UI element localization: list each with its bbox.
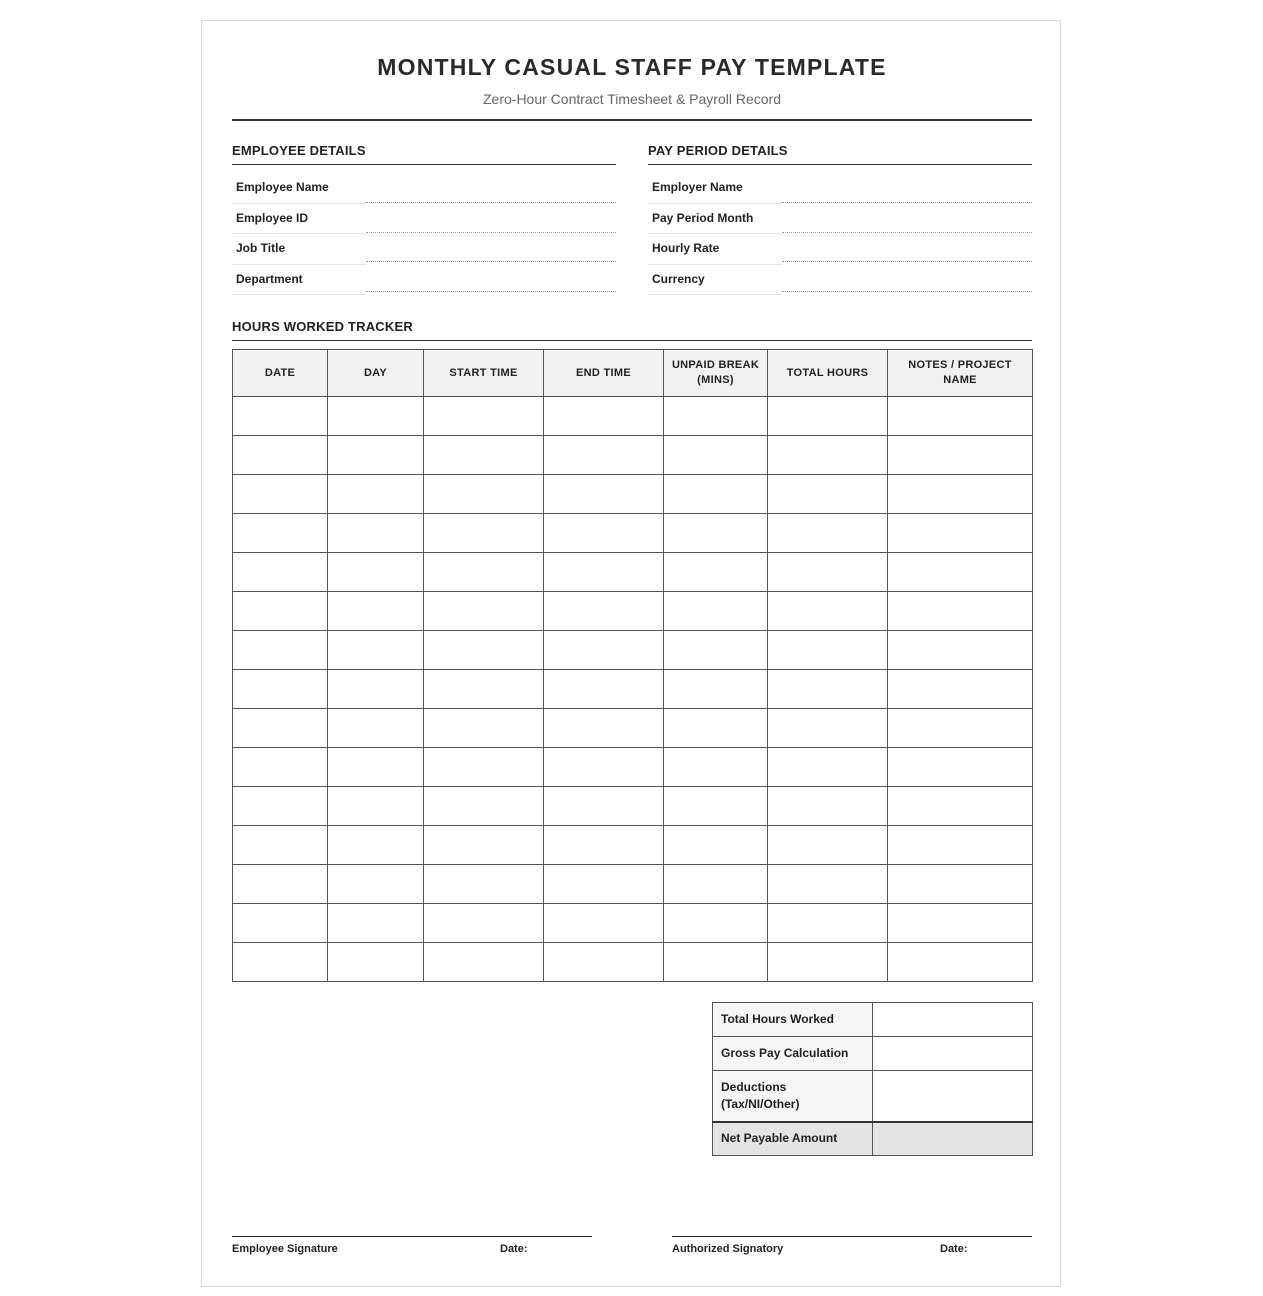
hourly-rate-field[interactable] — [782, 261, 1032, 262]
table-cell[interactable] — [424, 397, 544, 436]
table-cell[interactable] — [424, 904, 544, 943]
table-row — [233, 943, 1033, 982]
detail-row-employee-id — [232, 204, 366, 235]
title-divider — [232, 119, 1032, 121]
table-row — [233, 553, 1033, 592]
table-cell[interactable] — [768, 397, 888, 436]
table-row — [233, 631, 1033, 670]
table-cell[interactable] — [328, 475, 424, 514]
detail-row-employee-name — [232, 173, 366, 204]
employee-id-label: Employee ID — [236, 210, 309, 225]
summary-row-total-hours — [713, 1003, 1033, 1037]
table-cell[interactable] — [664, 631, 768, 670]
table-cell[interactable] — [888, 592, 1033, 631]
table-cell[interactable] — [768, 436, 888, 475]
table-row — [233, 475, 1033, 514]
table-cell[interactable] — [424, 514, 544, 553]
detail-row-department — [232, 265, 366, 296]
table-cell[interactable] — [768, 631, 888, 670]
employee-date-label: Date: — [500, 1243, 528, 1255]
table-cell[interactable] — [768, 553, 888, 592]
employee-id-field[interactable] — [366, 232, 616, 233]
detail-row-employer-name — [648, 173, 782, 204]
employee-details-heading: EMPLOYEE DETAILS — [232, 143, 366, 158]
table-cell[interactable] — [664, 904, 768, 943]
table-cell[interactable] — [233, 748, 328, 787]
table-cell[interactable] — [328, 436, 424, 475]
authorized-signature-line[interactable] — [672, 1236, 1032, 1237]
table-cell[interactable] — [664, 709, 768, 748]
employee-signature-label: Employee Signature — [232, 1243, 338, 1255]
table-cell[interactable] — [888, 943, 1033, 982]
table-cell[interactable] — [544, 436, 664, 475]
employer-name-label: Employer Name — [652, 180, 743, 194]
table-cell[interactable] — [768, 592, 888, 631]
table-cell[interactable] — [768, 865, 888, 904]
detail-row-job-title — [232, 234, 366, 265]
table-row — [233, 397, 1033, 436]
table-row — [233, 709, 1033, 748]
table-cell[interactable] — [233, 787, 328, 826]
department-field[interactable] — [366, 291, 616, 292]
table-cell[interactable] — [888, 475, 1033, 514]
deductions-label: Deductions (Tax/NI/Other) — [713, 1071, 873, 1122]
employee-signature-line[interactable] — [232, 1236, 592, 1237]
detail-row-pay-period-month — [648, 204, 782, 235]
table-cell[interactable] — [544, 826, 664, 865]
table-cell[interactable] — [664, 787, 768, 826]
gross-pay-value[interactable] — [873, 1037, 1033, 1071]
table-cell[interactable] — [328, 592, 424, 631]
currency-label: Currency — [652, 271, 705, 286]
table-cell[interactable] — [664, 514, 768, 553]
summary-row-gross-pay — [713, 1037, 1033, 1071]
tracker-heading: HOURS WORKED TRACKER — [232, 319, 413, 334]
table-cell[interactable] — [328, 748, 424, 787]
detail-row-hourly-rate — [648, 234, 782, 265]
authorized-signatory-label: Authorized Signatory — [672, 1243, 784, 1255]
table-row — [233, 865, 1033, 904]
table-cell[interactable] — [328, 670, 424, 709]
pay-period-month-field[interactable] — [782, 232, 1032, 233]
column-header-unpaid-break: UNPAID BREAK (MINS) — [664, 350, 768, 397]
column-header-date: DATE — [233, 350, 328, 397]
employee-name-field[interactable] — [366, 202, 616, 203]
table-row — [233, 826, 1033, 865]
table-cell[interactable] — [233, 709, 328, 748]
employer-name-field[interactable] — [782, 202, 1032, 203]
table-cell[interactable] — [328, 787, 424, 826]
job-title-label: Job Title — [236, 241, 286, 255]
table-cell[interactable] — [544, 592, 664, 631]
summary-row-net-payable — [713, 1122, 1033, 1156]
table-cell[interactable] — [544, 787, 664, 826]
summary-row-deductions — [713, 1071, 1033, 1122]
deductions-value[interactable] — [873, 1071, 1033, 1122]
table-cell[interactable] — [544, 397, 664, 436]
table-cell[interactable] — [233, 397, 328, 436]
employee-details-block — [232, 173, 616, 295]
table-cell[interactable] — [544, 631, 664, 670]
table-cell[interactable] — [664, 943, 768, 982]
table-cell[interactable] — [544, 709, 664, 748]
table-cell[interactable] — [328, 709, 424, 748]
detail-row-currency — [648, 265, 782, 296]
table-cell[interactable] — [328, 631, 424, 670]
page-title: MONTHLY CASUAL STAFF PAY TEMPLATE — [377, 54, 887, 80]
table-cell[interactable] — [664, 475, 768, 514]
authorized-date-label: Date: — [940, 1243, 968, 1255]
pay-period-month-label: Pay Period Month — [652, 210, 754, 225]
total-hours-worked-value[interactable] — [873, 1003, 1033, 1037]
table-cell[interactable] — [888, 397, 1033, 436]
table-cell[interactable] — [888, 553, 1033, 592]
table-cell[interactable] — [664, 553, 768, 592]
table-cell[interactable] — [424, 553, 544, 592]
table-cell[interactable] — [424, 787, 544, 826]
table-cell[interactable] — [424, 631, 544, 670]
table-cell[interactable] — [544, 904, 664, 943]
employee-name-label: Employee Name — [236, 180, 329, 194]
table-cell[interactable] — [424, 943, 544, 982]
table-cell[interactable] — [544, 475, 664, 514]
table-cell[interactable] — [888, 904, 1033, 943]
net-payable-value[interactable] — [873, 1122, 1033, 1156]
table-cell[interactable] — [664, 670, 768, 709]
table-row — [233, 592, 1033, 631]
table-cell[interactable] — [768, 670, 888, 709]
table-cell[interactable] — [664, 397, 768, 436]
table-cell[interactable] — [233, 904, 328, 943]
department-label: Department — [236, 271, 303, 286]
table-cell[interactable] — [768, 475, 888, 514]
hours-tracker-table — [232, 349, 1033, 982]
table-cell[interactable] — [888, 709, 1033, 748]
tracker-body — [233, 397, 1033, 982]
table-cell[interactable] — [664, 826, 768, 865]
table-row — [233, 670, 1033, 709]
pay-period-divider — [648, 164, 1032, 165]
table-cell[interactable] — [233, 865, 328, 904]
table-cell[interactable] — [888, 787, 1033, 826]
table-cell[interactable] — [328, 904, 424, 943]
table-cell[interactable] — [888, 748, 1033, 787]
table-cell[interactable] — [888, 865, 1033, 904]
table-cell[interactable] — [664, 748, 768, 787]
table-cell[interactable] — [664, 865, 768, 904]
table-row — [233, 787, 1033, 826]
table-cell[interactable] — [328, 826, 424, 865]
table-cell[interactable] — [424, 709, 544, 748]
gross-pay-label: Gross Pay Calculation — [713, 1037, 873, 1071]
table-cell[interactable] — [768, 709, 888, 748]
table-cell[interactable] — [233, 436, 328, 475]
table-cell[interactable] — [328, 553, 424, 592]
table-cell[interactable] — [888, 826, 1033, 865]
table-cell[interactable] — [664, 436, 768, 475]
table-cell[interactable] — [768, 787, 888, 826]
table-cell[interactable] — [233, 631, 328, 670]
table-cell[interactable] — [768, 943, 888, 982]
table-cell[interactable] — [768, 904, 888, 943]
table-cell[interactable] — [544, 670, 664, 709]
pay-summary-table — [712, 1002, 1033, 1156]
table-cell[interactable] — [424, 436, 544, 475]
table-row — [233, 436, 1033, 475]
table-cell[interactable] — [544, 553, 664, 592]
table-cell[interactable] — [888, 631, 1033, 670]
column-header-start-time: START TIME — [424, 350, 544, 397]
job-title-field[interactable] — [366, 261, 616, 262]
tracker-divider — [232, 340, 1032, 341]
table-cell[interactable] — [424, 670, 544, 709]
column-header-day: DAY — [328, 350, 424, 397]
tracker-header-row — [233, 350, 1033, 397]
page-subtitle: Zero-Hour Contract Timesheet & Payroll Record — [483, 91, 781, 107]
table-cell[interactable] — [544, 865, 664, 904]
net-payable-label: Net Payable Amount — [713, 1122, 873, 1156]
table-cell[interactable] — [328, 865, 424, 904]
pay-period-block — [648, 173, 1032, 295]
column-header-total-hours: TOTAL HOURS — [768, 350, 888, 397]
table-cell[interactable] — [768, 514, 888, 553]
table-cell[interactable] — [233, 670, 328, 709]
table-cell[interactable] — [888, 436, 1033, 475]
table-cell[interactable] — [424, 475, 544, 514]
table-row — [233, 514, 1033, 553]
employee-details-divider — [232, 164, 616, 165]
table-cell[interactable] — [424, 865, 544, 904]
total-hours-worked-label: Total Hours Worked — [713, 1003, 873, 1037]
table-cell[interactable] — [664, 592, 768, 631]
table-cell[interactable] — [233, 514, 328, 553]
column-header-end-time: END TIME — [544, 350, 664, 397]
table-cell[interactable] — [424, 748, 544, 787]
table-row — [233, 904, 1033, 943]
table-cell[interactable] — [544, 514, 664, 553]
pay-period-heading: PAY PERIOD DETAILS — [648, 143, 788, 158]
table-cell[interactable] — [328, 943, 424, 982]
table-cell[interactable] — [233, 553, 328, 592]
table-cell[interactable] — [233, 943, 328, 982]
table-cell[interactable] — [768, 826, 888, 865]
table-cell[interactable] — [424, 592, 544, 631]
table-cell[interactable] — [233, 592, 328, 631]
table-cell[interactable] — [233, 475, 328, 514]
column-header-notes: NOTES / PROJECT NAME — [888, 350, 1033, 397]
currency-field[interactable] — [782, 291, 1032, 292]
table-cell[interactable] — [888, 514, 1033, 553]
table-cell[interactable] — [328, 397, 424, 436]
table-cell[interactable] — [888, 670, 1033, 709]
table-cell[interactable] — [328, 514, 424, 553]
hourly-rate-label: Hourly Rate — [652, 241, 720, 255]
table-cell[interactable] — [544, 748, 664, 787]
table-row — [233, 748, 1033, 787]
table-cell[interactable] — [544, 943, 664, 982]
template-page — [201, 20, 1061, 1287]
table-cell[interactable] — [768, 748, 888, 787]
table-cell[interactable] — [233, 826, 328, 865]
table-cell[interactable] — [424, 826, 544, 865]
